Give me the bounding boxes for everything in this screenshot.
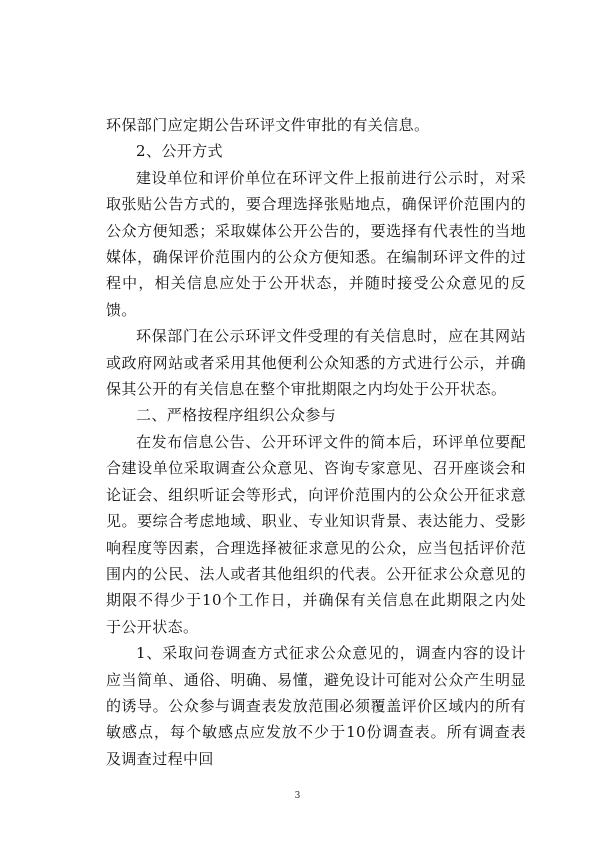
paragraph-approval-notice: 环保部门应定期公告环评文件审批的有关信息。: [106, 116, 430, 134]
paragraph-questionnaire-survey: 1、采取问卷调查方式征求公众意见的，调查内容的设计应当简单、通俗、明确、易懂，避免设计可能对公众产生明显的诱导。公众参与调查表发放范围必须覆盖评价区域内的所有敏感点，每个敏感点应发放不少于10份调查表。所有调查表及调查过程中回: [106, 644, 526, 768]
document-body: [106, 112, 526, 772]
paragraph-builder-disclosure: 建设单位和评价单位在环评文件上报前进行公示时，对采取张贴公告方式的，要合理选择张贴地点，确保评价范围内的公众方便知悉；采取媒体公开公告的，要选择有代表性的当地媒体，确保评价范围内的公众方便知悉。在编制环评文件的过程中，相关信息应处于公开状态，并随时接受公众意见的反馈。: [106, 168, 526, 319]
section-heading-disclosure-method: 2、公开方式: [136, 142, 223, 161]
paragraph-agency-disclosure: 环保部门在公示环评文件受理的有关信息时，应在其网站或政府网站或者采用其他便利公众知悉的方式进行公示，并确保其公开的有关信息在整个审批期限之内均处于公开状态。: [106, 327, 526, 399]
page-number: 3: [294, 791, 301, 801]
section-heading-public-participation: 二、严格按程序组织公众参与: [136, 406, 337, 425]
paragraph-public-consultation: 在发布信息公告、公开环评文件的简本后，环评单位要配合建设单位采取调查公众意见、咨询专家意见、召开座谈会和论证会、组织听证会等形式，向评价范围内的公众公开征求意见。要综合考虑地域、职业、专业知识背景、表达能力、受影响程度等因素，合理选择被征求意见的公众，应当包括评价范围内的公民、法人或者其他组织的代表。公开征求公众意见的期限不得少于10个工作日，并确保有关信息在此期限之内处于公开状态。: [106, 432, 526, 636]
